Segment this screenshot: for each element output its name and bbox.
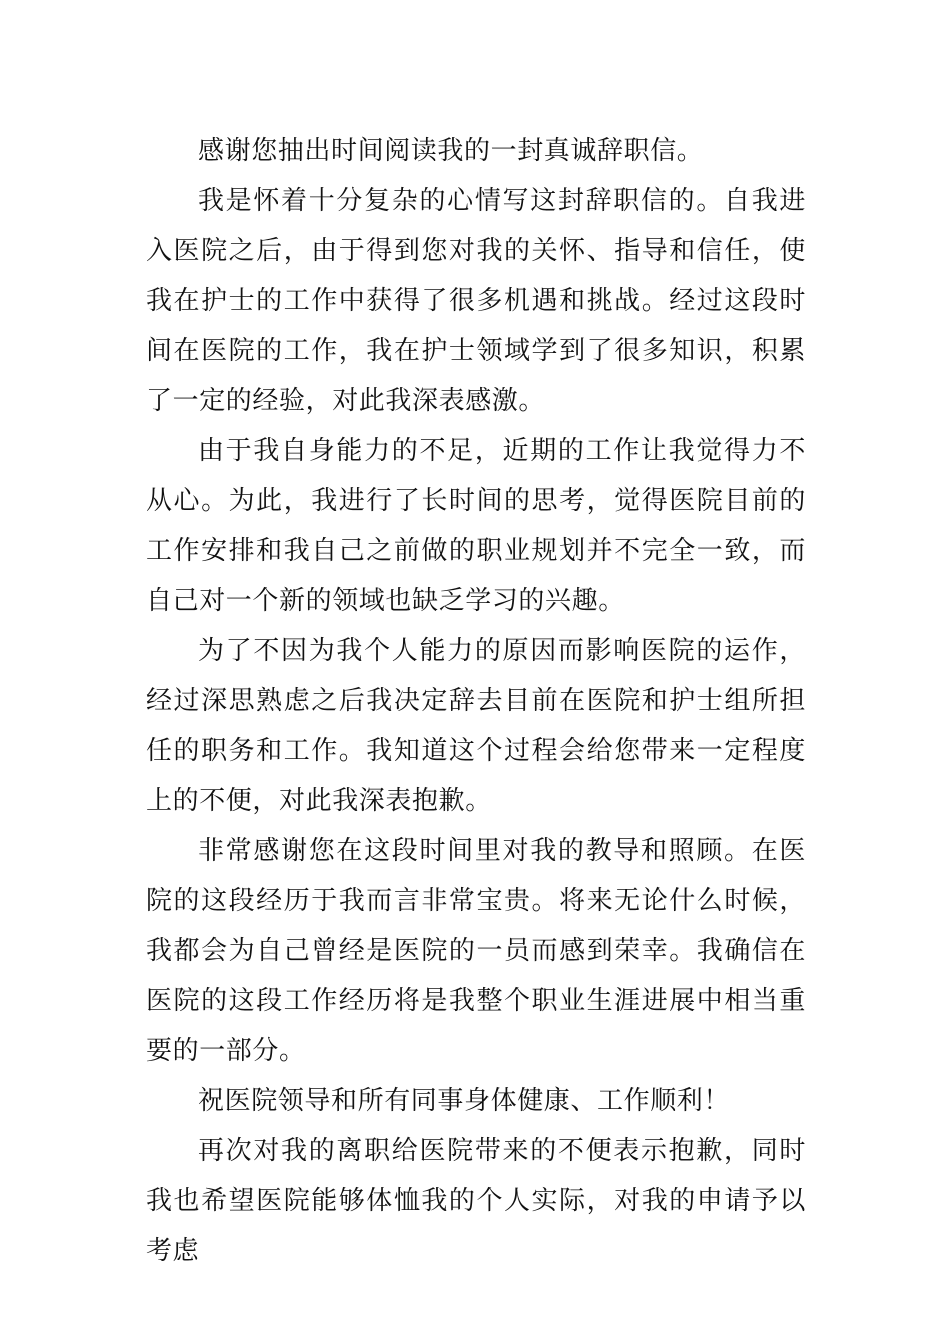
letter-paragraph-opening: 感谢您抽出时间阅读我的一封真诚辞职信。: [198, 136, 704, 166]
letter-paragraph-decision: 为了不因为我个人能力的原因而影响医院的运作，经过深思熟虑之后我决定辞去目前在医院和护士组所担任的职务和工作。我知道这个过程会给您带来一定程度上的不便，对此我深表抱歉。: [146, 636, 806, 816]
letter-body: [146, 126, 806, 1276]
letter-paragraph-gratitude: 我是怀着十分复杂的心情写这封辞职信的。自我进入医院之后，由于得到您对我的关怀、指导和信任，使我在护士的工作中获得了很多机遇和挑战。经过这段时间在医院的工作，我在护士领域学到了很多知识，积累了一定的经验，对此我深表感激。: [146, 186, 806, 416]
letter-paragraph-thanks: 非常感谢您在这段时间里对我的教导和照顾。在医院的这段经历于我而言非常宝贵。将来无论什么时候，我都会为自己曾经是医院的一员而感到荣幸。我确信在医院的这段工作经历将是我整个职业生涯进展中相当重要的一部分。: [146, 836, 806, 1066]
letter-paragraph-closing: 再次对我的离职给医院带来的不便表示抱歉，同时我也希望医院能够体恤我的个人实际，对我的申请予以考虑: [146, 1136, 806, 1266]
letter-paragraph-wishes: 祝医院领导和所有同事身体健康、工作顺利！: [198, 1086, 731, 1116]
letter-paragraph-reason: 由于我自身能力的不足，近期的工作让我觉得力不从心。为此，我进行了长时间的思考，觉得医院目前的工作安排和我自己之前做的职业规划并不完全一致，而自己对一个新的领域也缺乏学习的兴趣。: [146, 436, 806, 616]
